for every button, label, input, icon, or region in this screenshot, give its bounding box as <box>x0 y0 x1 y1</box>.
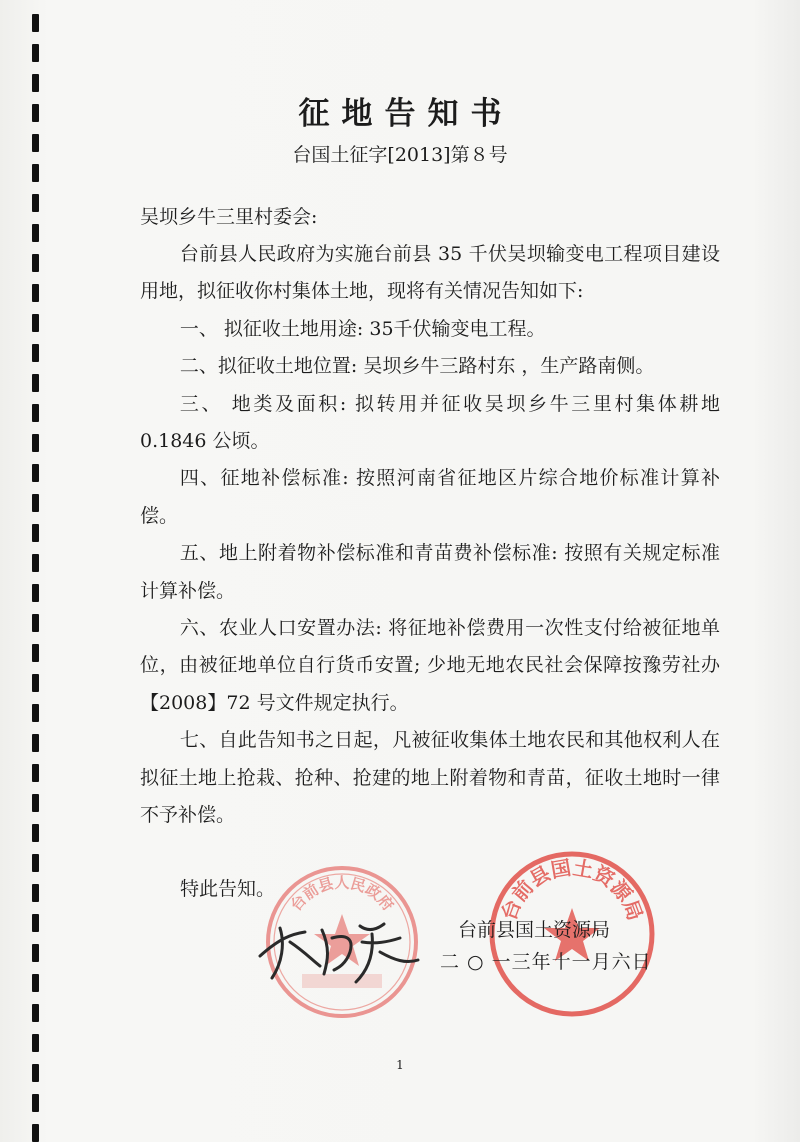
binding-hole <box>32 1124 39 1142</box>
binding-hole <box>32 284 39 302</box>
binding-hole <box>32 494 39 512</box>
paragraph-item-3: 三、 地类及面积: 拟转用并征收吴坝乡牛三里村集体耕地 0.1846 公顷。 <box>140 392 720 453</box>
binding-hole <box>32 374 39 392</box>
binding-hole <box>32 794 39 812</box>
binding-hole <box>32 824 39 842</box>
binding-holes <box>28 0 44 1142</box>
binding-hole <box>32 434 39 452</box>
binding-hole <box>32 614 39 632</box>
binding-hole <box>32 584 39 602</box>
right-seal-text: 台前县国土资源局 <box>496 855 648 924</box>
paragraph-item-1: 一、 拟征收土地用途: 35千伏输变电工程。 <box>179 317 546 340</box>
binding-hole <box>32 854 39 872</box>
binding-hole <box>32 974 39 992</box>
notice-body <box>140 236 720 835</box>
left-seal-text: 台前县人民政府 <box>286 873 398 915</box>
binding-hole <box>32 464 39 482</box>
paragraph-item-7: 七、自此告知书之日起，凡被征收集体土地农民和其他权利人在拟征土地上抢栽、抢种、抢建的地上附着物和青苗，征收土地时一律不予补偿。 <box>140 729 720 827</box>
binding-hole <box>32 314 39 332</box>
binding-hole <box>32 704 39 722</box>
binding-hole <box>32 884 39 902</box>
handwritten-signature <box>250 908 425 988</box>
binding-hole <box>32 44 39 62</box>
binding-hole <box>32 344 39 362</box>
binding-hole <box>32 554 39 572</box>
paragraph-item-2: 二、拟征收土地位置: 吴坝乡牛三路村东 ，生产路南侧。 <box>179 355 655 378</box>
binding-hole <box>32 944 39 962</box>
paragraph-item-6: 六、农业人口安置办法: 将征地补偿费用一次性支付给被征地单位，由被征地单位自行货币安置; 少地无地农民社会保障按豫劳社办【2008】72 号文件规定执行。 <box>140 617 720 714</box>
binding-hole <box>32 224 39 242</box>
binding-hole <box>32 1004 39 1022</box>
addressee: 吴坝乡牛三里村委会: <box>140 206 318 228</box>
binding-hole <box>32 14 39 32</box>
binding-hole <box>32 194 39 212</box>
paragraph-item-5: 五、地上附着物补偿标准和青苗费补偿标准: 按照有关规定标准计算补偿。 <box>140 542 720 602</box>
paragraph-item-4: 四、征地补偿标准: 按照河南省征地区片综合地价标准计算补偿。 <box>140 467 720 527</box>
binding-hole <box>32 644 39 662</box>
page-number: 1 <box>396 1058 404 1072</box>
document-title: 征地告知书 <box>298 96 514 132</box>
binding-hole <box>32 254 39 272</box>
document-number: 台国土征字[2013]第８号 <box>292 144 508 166</box>
binding-hole <box>32 764 39 782</box>
binding-hole <box>32 524 39 542</box>
binding-hole <box>32 1094 39 1112</box>
closing-line: 特此告知。 <box>180 878 276 900</box>
binding-hole <box>32 674 39 692</box>
binding-hole <box>32 1034 39 1052</box>
paragraph-intro: 台前县人民政府为实施台前县 35 千伏吴坝输变电工程项目建设用地，拟征收你村集体土地，现将有关情况告知如下: <box>140 243 720 303</box>
binding-hole <box>32 914 39 932</box>
issue-date: 二 ○ 一三年十一月六日 <box>440 951 652 973</box>
issuing-authority: 台前县国土资源局 <box>458 919 611 941</box>
binding-hole <box>32 404 39 422</box>
binding-hole <box>32 734 39 752</box>
